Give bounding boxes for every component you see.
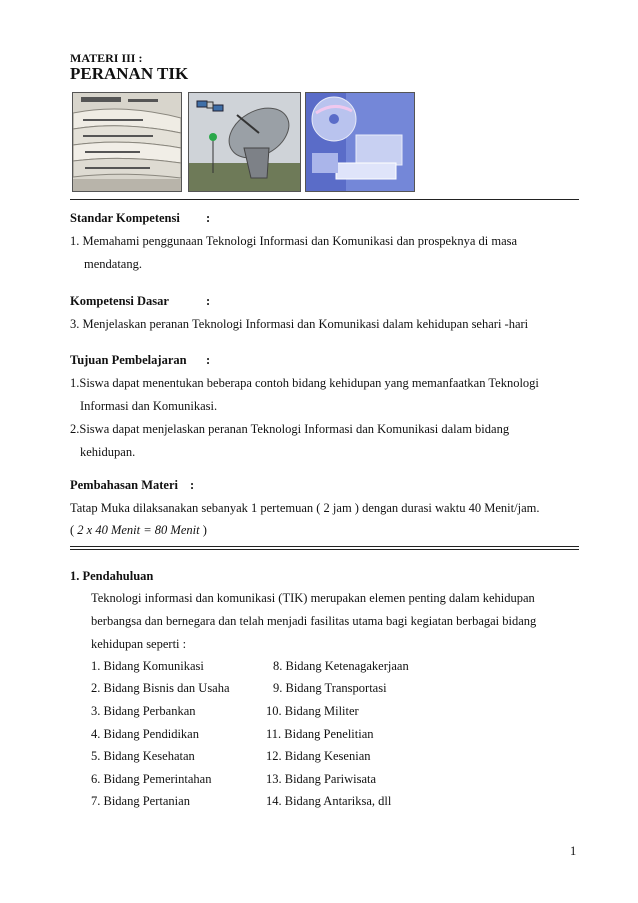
- bidang-item: 5. Bidang Kesehatan: [91, 749, 195, 763]
- bidang-item: 14. Bidang Antariksa, dll: [266, 794, 392, 808]
- standar-kompetensi-colon: :: [206, 211, 211, 225]
- bidang-item: 1. Bidang Komunikasi: [91, 659, 204, 673]
- formula-close: ): [199, 523, 207, 537]
- satellite-dish-image: [188, 92, 301, 192]
- standar-kompetensi-label: Standar Kompetensi: [70, 211, 180, 225]
- bidang-item: 11. Bidang Penelitian: [266, 727, 374, 741]
- bidang-item: 3. Bidang Perbankan: [91, 704, 196, 718]
- duration-formula: 2 x 40 Menit = 80 Menit: [77, 523, 200, 537]
- page-number: 1: [570, 844, 577, 858]
- bidang-item: 10. Bidang Militer: [266, 704, 359, 718]
- tujuan-item2-line2: kehidupan.: [80, 445, 136, 459]
- pendahuluan-para-line2: berbangsa dan bernegara dan telah menjadi fasilitas utama bagi kegiatan berbagai bidang: [91, 614, 537, 628]
- materi-label: MATERI III :: [70, 51, 143, 65]
- pembahasan-line1: Tatap Muka dilaksanakan sebanyak 1 pertemuan ( 2 jam ) dengan durasi waktu 40 Menit/jam.: [70, 501, 540, 515]
- divider-top: [70, 199, 579, 200]
- bidang-item: 13. Bidang Pariwisata: [266, 772, 377, 786]
- pendahuluan-heading: 1. Pendahuluan: [70, 569, 154, 583]
- kompetensi-dasar-colon: :: [206, 294, 211, 308]
- bidang-item: 2. Bidang Bisnis dan Usaha: [91, 681, 230, 695]
- pembahasan-colon: :: [190, 478, 195, 492]
- pembahasan-line2: [70, 522, 207, 538]
- bidang-item: 9. Bidang Transportasi: [273, 681, 387, 695]
- kompetensi-dasar-item: 3. Menjelaskan peranan Teknologi Informasi dan Komunikasi dalam kehidupan sehari -hari: [70, 317, 529, 331]
- bidang-item: 12. Bidang Kesenian: [266, 749, 371, 763]
- tujuan-item2-line1: 2.Siswa dapat menjelaskan peranan Teknologi Informasi dan Komunikasi dalam bidang: [70, 422, 510, 436]
- tujuan-item1-line1: 1.Siswa dapat menentukan beberapa contoh bidang kehidupan yang memanfaatkan Teknologi: [70, 376, 539, 390]
- bidang-item: 6. Bidang Pemerintahan: [91, 772, 212, 786]
- standar-kompetensi-item-line1: 1. Memahami penggunaan Teknologi Informasi dan Komunikasi dan prospeknya di masa: [70, 234, 518, 248]
- bidang-item: 7. Bidang Pertanian: [91, 794, 190, 808]
- tujuan-pembelajaran-colon: :: [206, 353, 211, 367]
- pendahuluan-para-line1: Teknologi informasi dan komunikasi (TIK) merupakan elemen penting dalam kehidupan: [91, 591, 535, 605]
- bidang-item: 8. Bidang Ketenagakerjaan: [273, 659, 409, 673]
- cd-computer-image: [305, 92, 415, 192]
- kompetensi-dasar-label: Kompetensi Dasar: [70, 294, 169, 308]
- tujuan-pembelajaran-label: Tujuan Pembelajaran: [70, 353, 187, 367]
- pembahasan-label: Pembahasan Materi: [70, 478, 178, 492]
- page-title: PERANAN TIK: [70, 64, 189, 83]
- standar-kompetensi-item-line2: mendatang.: [84, 257, 142, 271]
- newspapers-image: [72, 92, 182, 192]
- formula-open: (: [70, 523, 78, 537]
- bidang-item: 4. Bidang Pendidikan: [91, 727, 199, 741]
- tujuan-item1-line2: Informasi dan Komunikasi.: [80, 399, 218, 413]
- pendahuluan-para-line3: kehidupan seperti :: [91, 637, 187, 651]
